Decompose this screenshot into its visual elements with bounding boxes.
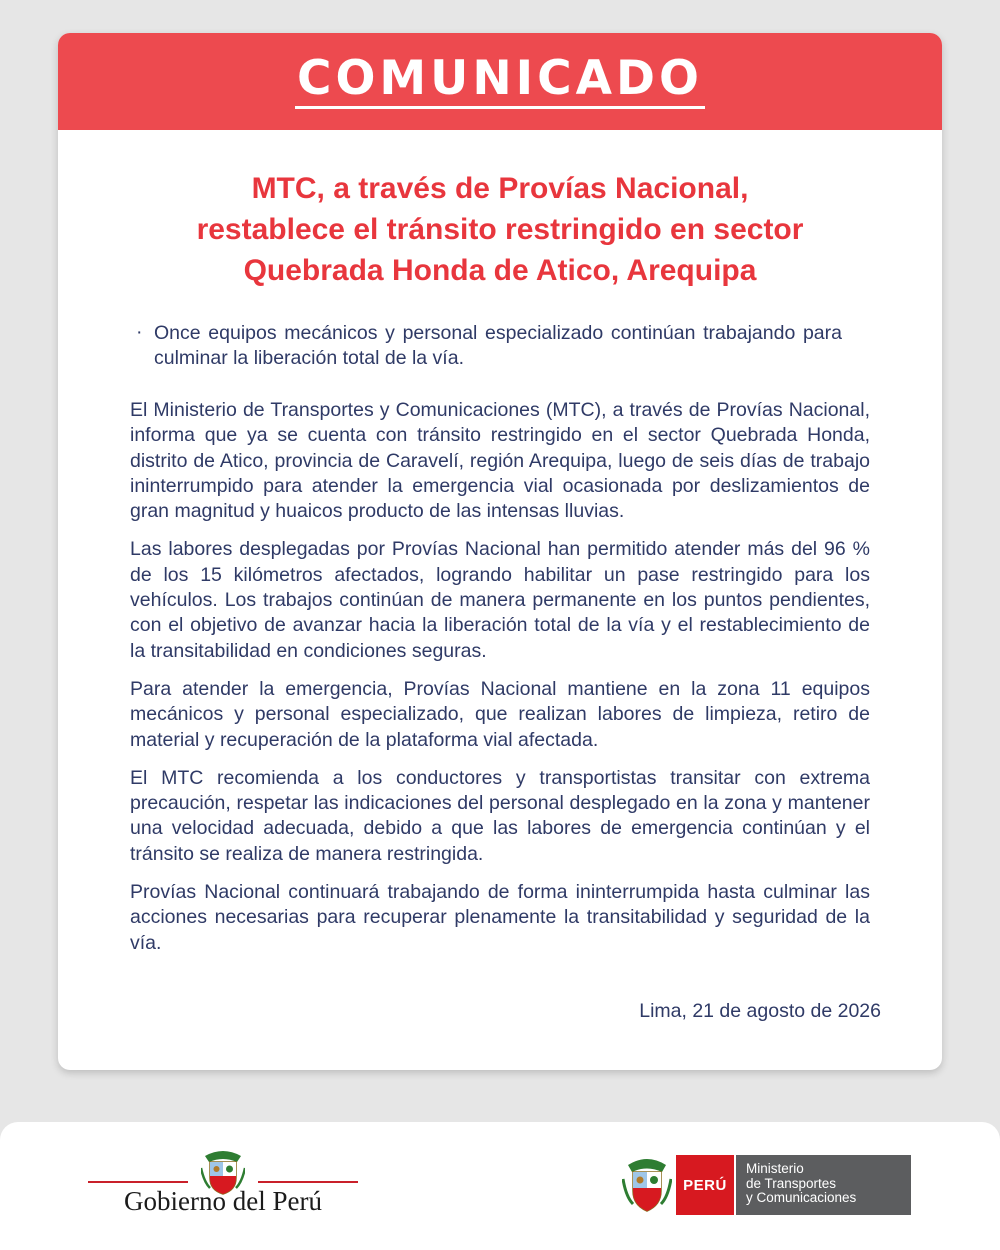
ministerio-line: de Transportes — [746, 1175, 837, 1191]
paragraph: Provías Nacional continuará trabajando de forma ininterrumpida hasta culminar las acciones necesarias para recuperar plenamente la transitabilidad y seguridad de la vía. — [130, 881, 870, 954]
mtc-logo — [622, 1155, 911, 1215]
body-text — [130, 398, 870, 956]
comunicado-label: COMUNICADO — [295, 55, 705, 109]
paragraph: El MTC recomienda a los conductores y transportistas transitar con extrema precaución, respetar las indicaciones del personal desplegado en la zona y mantener una velocidad adecuada, debido a que las labores de emergencia continúan y el tránsito se realiza de manera restringida. — [130, 766, 870, 865]
card-header — [58, 33, 942, 130]
divider — [258, 1181, 358, 1183]
dateline: Lima, 21 de agosto de 2026 — [639, 1000, 881, 1022]
headline-line: Quebrada Honda de Atico, Arequipa — [243, 254, 757, 287]
paragraph: Las labores desplegadas por Provías Nacional han permitido atender más del 96 % de los 15 kilómetros afectados, logrando habilitar un pase restringido para los vehículos. Los trabajos continúan de manera permanente en los puntos pendientes, con el objetivo de avanzar hacia la liberación total de la vía y el restablecimiento de la transitabilidad en condiciones seguras. — [130, 538, 870, 662]
summary-bullet — [136, 321, 842, 371]
gobierno-logo — [88, 1144, 358, 1224]
divider — [88, 1181, 188, 1183]
headline-line: restablece el tránsito restringido en sector — [196, 213, 804, 246]
ministerio-line: Ministerio — [746, 1161, 804, 1176]
headline-line: MTC, a través de Provías Nacional, — [251, 172, 749, 205]
bullet-marker: · — [136, 321, 143, 343]
paragraph: Para atender la emergencia, Provías Nacional mantiene en la zona 11 equipos mecánicos y personal especializado, que realizan labores de limpieza, retiro de material y recuperación de la plataforma vial afectada. — [130, 677, 870, 751]
peru-badge: PERÚ — [676, 1155, 734, 1215]
ministerio-label — [734, 1155, 911, 1215]
footer — [0, 1122, 1000, 1250]
paragraph: El Ministerio de Transportes y Comunicaciones (MTC), a través de Provías Nacional, informa que ya se cuenta con tránsito restringido en el sector Quebrada Honda, distrito de Atico, provincia de Caravelí, región Arequipa, luego de seis días de trabajo ininterrumpido para atender la emergencia vial ocasionada por deslizamientos de gran magnitud y huaicos producto de las intensas lluvias. — [130, 399, 870, 523]
peru-coat-of-arms-icon — [622, 1155, 672, 1215]
headline — [58, 168, 942, 291]
ministerio-line: y Comunicaciones — [746, 1190, 857, 1205]
bullet-text: Once equipos mecánicos y personal especializado continúan trabajando para culminar la liberación total de la vía. — [154, 322, 842, 369]
comunicado-card — [58, 33, 942, 1070]
gobierno-text: Gobierno del Perú — [124, 1186, 322, 1216]
